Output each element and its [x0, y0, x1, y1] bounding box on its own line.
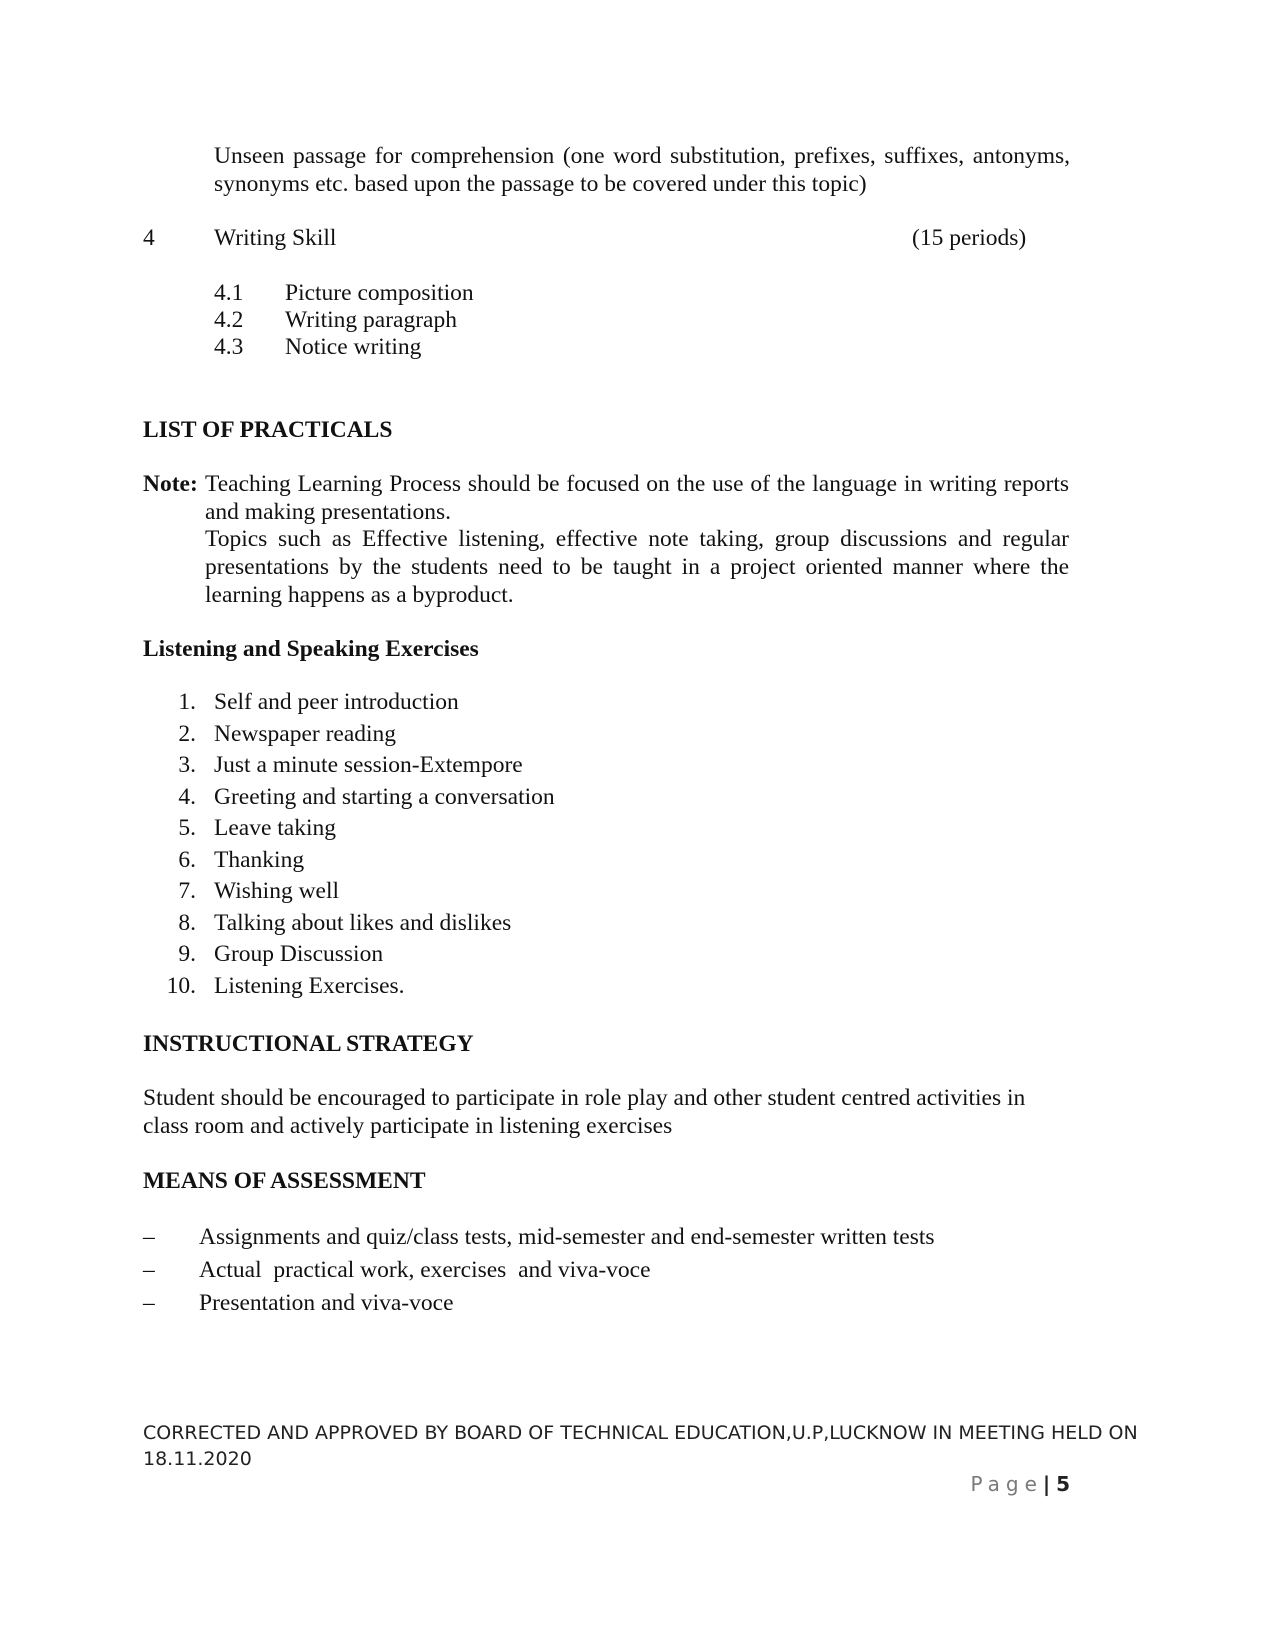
list-item-text: Thanking: [214, 846, 305, 873]
list-item-number: 1.: [178, 689, 196, 715]
list-item-text: Wishing well: [214, 878, 340, 904]
subsection-item: [0, 333, 1275, 365]
list-item: [0, 846, 1275, 878]
section-number: 4: [143, 225, 155, 251]
practicals-heading: LIST OF PRACTICALS: [143, 417, 393, 443]
list-item-text: Talking about likes and dislikes: [214, 909, 512, 936]
listening-list: [0, 688, 1275, 1008]
list-item-text: Presentation and viva-voce: [199, 1290, 454, 1316]
instructional-line-1: Student should be encouraged to participate in role play and other student centred activities in: [143, 1085, 1026, 1111]
assessment-heading: MEANS OF ASSESSMENT: [143, 1168, 426, 1194]
unseen-passage-paragraph: Unseen passage for comprehension (one word substitution, prefixes, suffixes, antonyms, synonyms etc. based upon the passage to be covered under this topic): [214, 143, 1070, 197]
instructional-line-2: class room and actively participate in listening exercises: [143, 1113, 673, 1139]
page-label: Page: [970, 1472, 1043, 1496]
list-item: [0, 909, 1275, 941]
note-paragraph-1: Teaching Learning Process should be focused on the use of the language in writing reports and making presentations.: [205, 471, 1069, 525]
list-item-number: 8.: [178, 909, 196, 936]
list-item: [0, 720, 1275, 752]
list-item: [0, 940, 1275, 972]
section-periods: (15 periods): [912, 225, 1027, 251]
list-item-text: Group Discussion: [214, 941, 384, 967]
subsection-number: 4.1: [214, 280, 244, 306]
page-separator: |: [1042, 1472, 1051, 1496]
list-item-text: Assignments and quiz/class tests, mid-semester and end-semester written tests: [199, 1224, 935, 1250]
dash-bullet: –: [143, 1224, 155, 1250]
dash-bullet: –: [143, 1257, 155, 1283]
page-number-block: [960, 1470, 1070, 1498]
list-item-text: Self and peer introduction: [214, 689, 459, 715]
list-item-number: 7.: [178, 878, 196, 904]
note-label: Note:: [143, 471, 198, 497]
list-item-number: 3.: [178, 752, 196, 778]
list-item-number: 4.: [178, 783, 196, 810]
dash-bullet: –: [143, 1290, 155, 1316]
list-item-text: Greeting and starting a conversation: [214, 783, 555, 810]
list-item: [0, 1223, 1275, 1255]
list-item-number: 9.: [178, 941, 196, 967]
list-item: [0, 1256, 1275, 1288]
list-item: [0, 972, 1275, 1004]
subsection-text: Writing paragraph: [285, 307, 457, 333]
footer-date: 18.11.2020: [143, 1448, 252, 1470]
instructional-heading: INSTRUCTIONAL STRATEGY: [143, 1031, 474, 1057]
list-item-number: 5.: [178, 815, 196, 841]
subsection-number: 4.3: [214, 334, 244, 360]
list-item-number: 10.: [166, 972, 196, 999]
subsection-text: Picture composition: [285, 280, 474, 306]
list-item: [0, 751, 1275, 783]
list-item: [0, 814, 1275, 846]
list-item: [0, 688, 1275, 720]
assessment-list: [0, 1223, 1275, 1323]
list-item-number: 6.: [178, 846, 196, 873]
note-paragraph-2: Topics such as Effective listening, effective note taking, group discussions and regular presentations by the students need to be taught in a project oriented manner where the learning happens as a byproduct.: [205, 526, 1069, 608]
list-item-text: Newspaper reading: [214, 720, 397, 747]
list-item-text: Just a minute session-Extempore: [214, 752, 523, 778]
footer-approval-line: CORRECTED AND APPROVED BY BOARD OF TECHNICAL EDUCATION,U.P,LUCKNOW IN MEETING HELD ON: [143, 1422, 1138, 1444]
section-title: Writing Skill: [214, 225, 337, 251]
list-item-text: Leave taking: [214, 815, 337, 841]
list-item: [0, 1289, 1275, 1321]
list-item-text: Listening Exercises.: [214, 972, 405, 999]
list-item: [0, 877, 1275, 909]
list-item-text: Actual practical work, exercises and viva-voce: [199, 1257, 651, 1283]
page-number: 5: [1056, 1472, 1070, 1496]
listening-heading: Listening and Speaking Exercises: [143, 636, 479, 662]
subsection-number: 4.2: [214, 307, 244, 333]
list-item-number: 2.: [178, 720, 196, 747]
list-item: [0, 783, 1275, 815]
subsection-text: Notice writing: [285, 334, 422, 360]
